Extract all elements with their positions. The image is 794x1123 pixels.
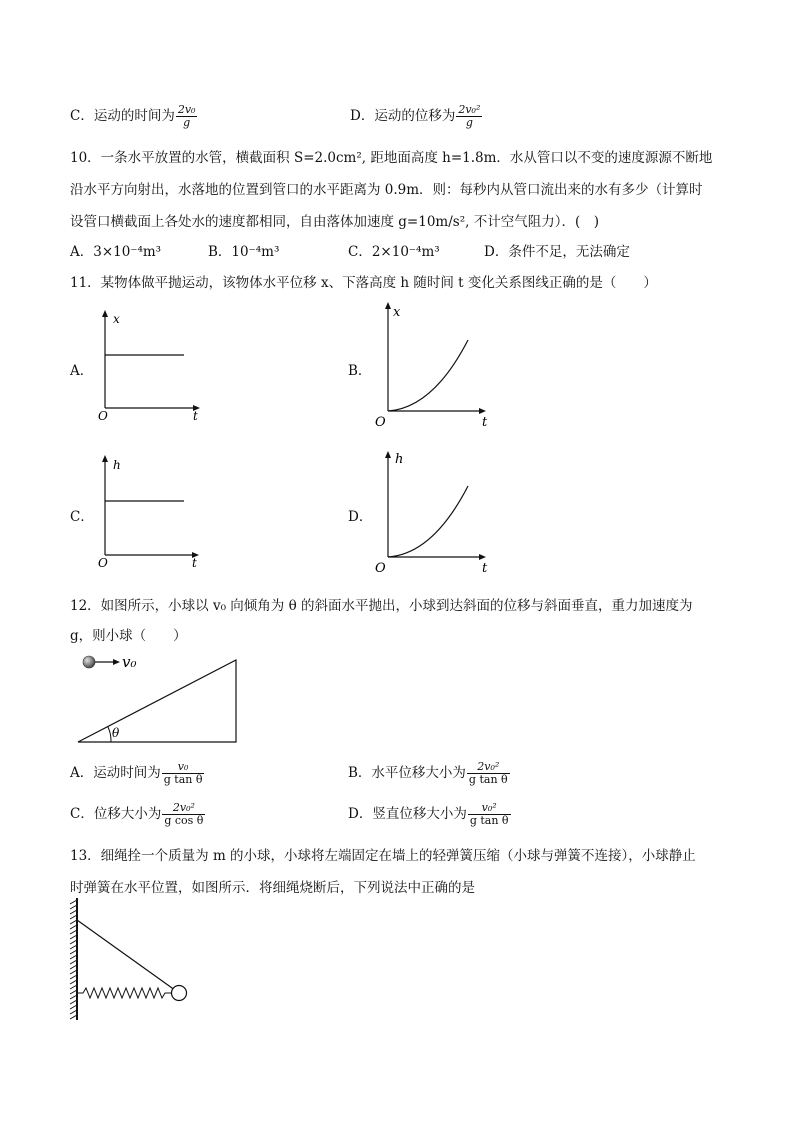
hatch-mark <box>70 925 77 929</box>
hatch-mark <box>70 950 77 954</box>
y-axis-label: h <box>113 458 121 472</box>
x-axis-label: t <box>193 409 198 423</box>
q10-option-a: A．3×10⁻⁴m³ <box>70 244 162 260</box>
string <box>77 920 179 993</box>
q12-option-b: B．水平位移大小为 $\frac{\text{2v₀²}}{\text{g tan θ}}$ <box>348 760 508 787</box>
hatch-mark <box>70 990 77 994</box>
hatch-mark <box>70 915 77 919</box>
q12-option-d: D．竖直位移大小为 $\frac{\text{v₀²}}{\text{g tan θ}}$ <box>348 801 509 828</box>
hatch-mark <box>70 1015 77 1019</box>
hatch-mark <box>70 935 77 939</box>
graph-curve <box>388 340 468 411</box>
y-axis-arrow-icon <box>102 455 108 462</box>
origin-label: O <box>375 561 386 576</box>
incline-triangle <box>78 660 236 742</box>
q12-b-fraction: $\frac{\text{2v₀²}}{\text{g tan θ}}$ <box>468 760 508 787</box>
ball <box>83 656 95 668</box>
hatch-mark <box>70 1005 77 1009</box>
q12-option-c: C．位移大小为 $\frac{\text{2v₀²}}{\text{g cos θ}}$ <box>70 801 204 828</box>
q11-graph-a <box>95 308 215 423</box>
q9-option-c: C．运动的时间为 $\frac{\text{2v₀}}{g}$ <box>70 103 196 130</box>
wall-hatching <box>70 900 77 1019</box>
hatch-mark <box>70 985 77 989</box>
q11-graph-c <box>95 453 215 573</box>
hatch-mark <box>70 940 77 944</box>
q9-option-d: D．运动的位移为 $\frac{\text{2v₀²}}{g}$ <box>350 103 481 130</box>
q11-stem: 11．某物体做平抛运动，该物体水平位移 x、下落高度 h 随时间 t 变化关系图线正确的是（ ） <box>70 275 657 291</box>
hatch-mark <box>70 995 77 999</box>
q12-stem-line1: 12．如图所示，小球以 v₀ 向倾角为 θ 的斜面水平抛出，小球到达斜面的位移与斜面垂直，重力加速度为 <box>70 598 693 614</box>
q13-spring-figure <box>66 896 196 1026</box>
q12-incline-figure <box>75 650 245 750</box>
q11-graph-b-label: B． <box>348 363 372 379</box>
q13-stem-line1: 13．细绳拴一个质量为 m 的小球，小球将左端固定在墙上的轻弹簧压缩（小球与弹簧不连接），小球静止 <box>70 848 696 864</box>
q11-graph-b <box>375 300 498 430</box>
q11-graph-d-label: D． <box>348 509 373 525</box>
graph-curve <box>388 486 468 557</box>
y-axis-label: x <box>393 305 401 320</box>
q11-graph-a-label: A． <box>70 363 94 379</box>
velocity-arrow-icon <box>113 659 120 665</box>
hatch-mark <box>70 900 77 904</box>
hatch-mark <box>70 905 77 909</box>
y-axis-arrow-icon <box>385 302 391 309</box>
origin-label: O <box>98 556 108 570</box>
hatch-mark <box>70 970 77 974</box>
hatch-mark <box>70 980 77 984</box>
q10-stem-line3: 设管口横截面上各处水的速度都相同，自由落体加速度 g=10m/s², 不计空气阻力）．( ) <box>70 214 599 230</box>
hatch-mark <box>70 930 77 934</box>
q12-option-a: A．运动时间为 $\frac{\text{v₀}}{\text{g tan θ}}$ <box>70 760 203 787</box>
hatch-mark <box>70 975 77 979</box>
q11-graph-c-label: C． <box>70 509 94 525</box>
hatch-mark <box>70 960 77 964</box>
q12-d-fraction: $\frac{\text{v₀²}}{\text{g tan θ}}$ <box>469 801 509 828</box>
origin-label: O <box>98 409 108 423</box>
y-axis-arrow-icon <box>102 310 108 317</box>
x-axis-arrow-icon <box>479 408 486 414</box>
hatch-mark <box>70 955 77 959</box>
origin-label: O <box>375 415 386 430</box>
q10-option-c: C．2×10⁻⁴m³ <box>348 244 440 260</box>
ball <box>172 986 187 1001</box>
q10-stem-line2: 沿水平方向射出，水落地的位置到管口的水平距离为 0.9m．则：每秒内从管口流出来的水有多少（计算时 <box>70 182 703 198</box>
spring <box>77 988 172 998</box>
x-axis-label: t <box>482 415 488 430</box>
q9-d-fraction: $\frac{\text{2v₀²}}{g}$ <box>458 103 481 130</box>
y-axis-arrow-icon <box>385 451 391 458</box>
hatch-mark <box>70 910 77 914</box>
hatch-mark <box>70 965 77 969</box>
q10-option-b: B．10⁻⁴m³ <box>208 244 280 260</box>
q10-stem-line1: 10．一条水平放置的水管，横截面积 S=2.0cm², 距地面高度 h=1.8m．水从管口以不变的速度源源不断地 <box>70 150 713 166</box>
angle-arc <box>108 727 111 742</box>
q12-a-fraction: $\frac{\text{v₀}}{\text{g tan θ}}$ <box>163 760 203 787</box>
theta-label: θ <box>112 726 120 740</box>
y-axis-label: h <box>395 452 404 467</box>
hatch-mark <box>70 1010 77 1014</box>
x-axis-arrow-icon <box>479 554 486 560</box>
x-axis-label: t <box>192 556 197 570</box>
q13-stem-line2: 时弹簧在水平位置，如图所示．将细绳烧断后，下列说法中正确的是 <box>70 880 475 896</box>
q12-c-fraction: $\frac{\text{2v₀²}}{\text{g cos θ}}$ <box>164 801 204 828</box>
q11-graph-d <box>375 447 498 577</box>
q10-option-d: D．条件不足，无法确定 <box>484 244 630 260</box>
q9-c-fraction: $\frac{\text{2v₀}}{g}$ <box>177 103 196 130</box>
hatch-mark <box>70 920 77 924</box>
v0-label: v₀ <box>122 653 137 671</box>
x-axis-label: t <box>482 561 488 576</box>
y-axis-label: x <box>113 312 120 326</box>
q12-stem-line2: g，则小球（ ） <box>70 628 187 644</box>
hatch-mark <box>70 1000 77 1004</box>
hatch-mark <box>70 945 77 949</box>
